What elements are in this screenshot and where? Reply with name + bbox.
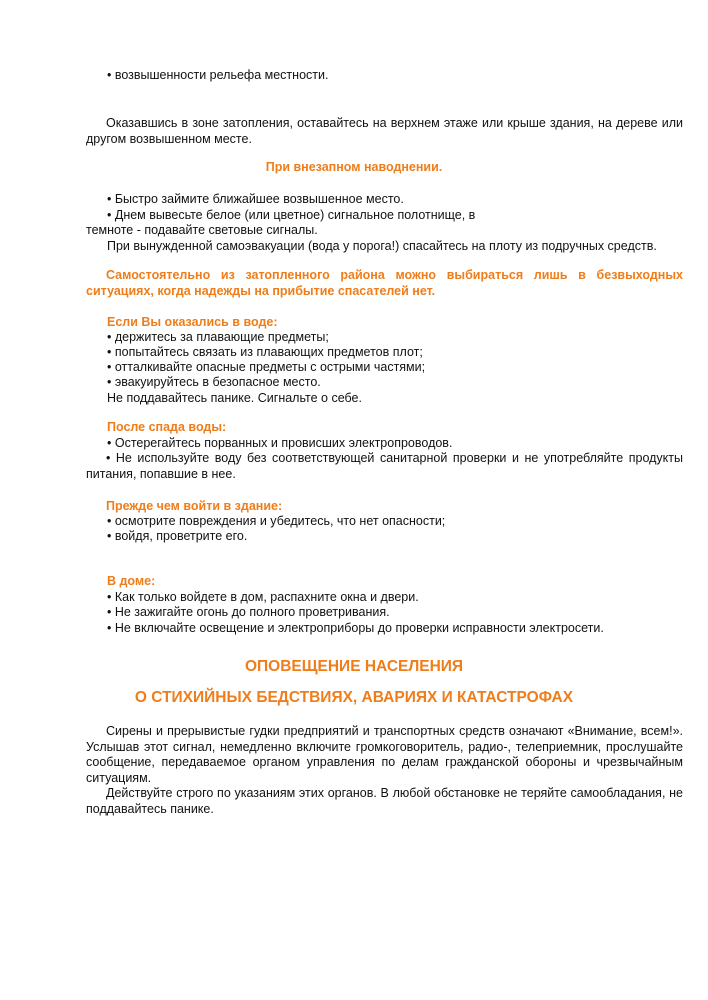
flood-zone-paragraph: Оказавшись в зоне затопления, оставайтесь на верхнем этаже или крыше здания, на дереве или другом возвышенном месте. [86, 116, 683, 146]
after-water-heading: После спада воды: [107, 420, 227, 434]
notification-paragraph-2: Действуйте строго по указаниям этих органов. В любой обстановке не теряйте самообладания, не поддавайтесь панике. [86, 786, 683, 816]
notification-title-line-2: О СТИХИЙНЫХ БЕДСТВИЯХ, АВАРИЯХ И КАТАСТРОФАХ [134, 689, 574, 706]
notification-paragraph-1: Сирены и прерывистые гудки предприятий и транспортных средств означают «Внимание, всем!». Услышав этот сигнал, немедленно включите громкоговоритель, радио-, телеприемник, прослушайте сообщение, передаваемое органом управления по делам гражданской обороны и чрезвычайным ситуациям. [86, 724, 683, 785]
after-water-item-2: • Не используйте воду без соответствующей санитарной проверки и не употребляйте продукты питания, попавшие в нее. [86, 451, 683, 481]
sudden-flood-item-3: темноте - подавайте световые сигналы. [86, 223, 318, 237]
in-water-item-2: • попытайтесь связать из плавающих предметов плот; [107, 345, 423, 359]
before-building-item-1: • осмотрите повреждения и убедитесь, что нет опасности; [107, 514, 446, 528]
at-home-item-1: • Как только войдете в дом, распахните окна и двери. [107, 590, 419, 604]
at-home-item-2: • Не зажигайте огонь до полного проветривания. [107, 605, 390, 619]
in-water-heading: Если Вы оказались в воде: [107, 315, 278, 329]
at-home-item-3: • Не включайте освещение и электроприборы до проверки исправности электросети. [107, 621, 604, 635]
warning-paragraph: Самостоятельно из затопленного района можно выбираться лишь в безвыходных ситуациях, когда надежды на прибытие спасателей нет. [86, 268, 683, 298]
in-water-item-5: Не поддавайтесь панике. Сигнальте о себе. [107, 391, 362, 405]
notification-title-line-1: ОПОВЕЩЕНИЕ НАСЕЛЕНИЯ [244, 658, 464, 675]
before-building-heading: Прежде чем войти в здание: [106, 499, 283, 513]
sudden-flood-item-1: • Быстро займите ближайшее возвышенное место. [107, 192, 404, 206]
sudden-flood-heading: При внезапном наводнении. [265, 160, 443, 174]
sudden-flood-item-2: • Днем вывесьте белое (или цветное) сигнальное полотнище, в [107, 208, 476, 222]
in-water-item-3: • отталкивайте опасные предметы с острыми частями; [107, 360, 426, 374]
before-building-item-2: • войдя, проветрите его. [107, 529, 248, 543]
in-water-item-1: • держитесь за плавающие предметы; [107, 330, 329, 344]
after-water-item-1: • Остерегайтесь порванных и провисших электропроводов. [107, 436, 453, 450]
in-water-item-4: • эвакуируйтесь в безопасное место. [107, 375, 321, 389]
at-home-heading: В доме: [107, 574, 156, 588]
sudden-flood-item-4: При вынужденной самоэвакуации (вода у порога!) спасайтесь на плоту из подручных средств. [107, 239, 657, 253]
intro-bullet: • возвышенности рельефа местности. [107, 68, 329, 82]
